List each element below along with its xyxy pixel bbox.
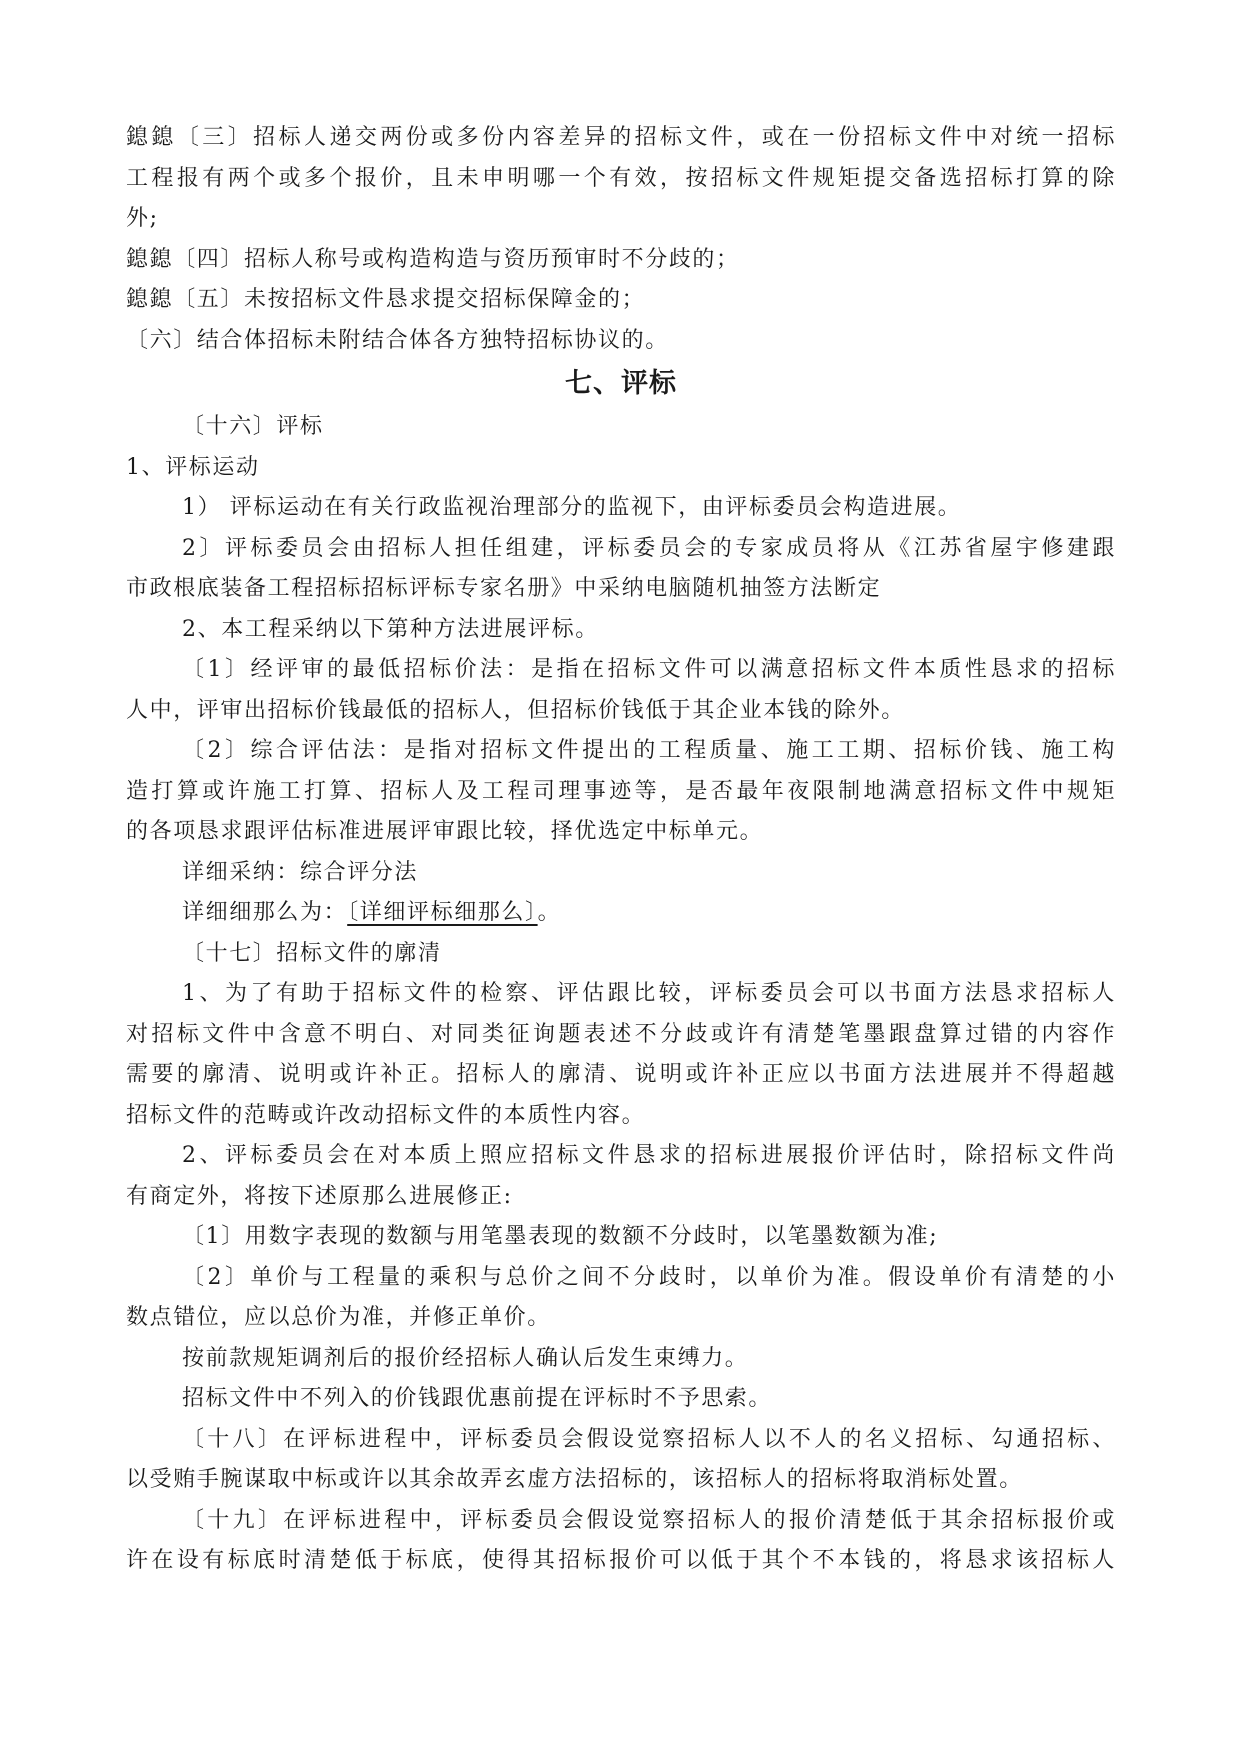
rule-placeholder: 〔详细评标细那么〕	[347, 900, 538, 925]
paragraph-line: 造打算或许施工打算、招标人及工程司理事迹等，是否最年夜限制地满意招标文件中规矩	[126, 778, 1116, 804]
paragraph-line: 1） 评标运动在有关行政监视治理部分的监视下，由评标委员会构造进展。	[182, 495, 962, 520]
paragraph-line: 有商定外，将按下述原那么进展修正:	[126, 1183, 513, 1209]
paragraph-line: 以受贿手腕谋取中标或许以其余故弄玄虚方法招标的，该招标人的招标将取消标处置。	[126, 1467, 1023, 1492]
paragraph-line: 详细采纳：综合评分法	[182, 859, 419, 885]
paragraph-line: 工程报有两个或多个报价，且未申明哪一个有效，按招标文件规矩提交备选招标打算的除	[126, 165, 1116, 191]
paragraph-line: 〔十八〕在评标进程中，评标委员会假设觉察招标人以不人的名义招标、勾通招标、	[182, 1426, 1116, 1452]
section-title: 七、评标	[565, 368, 677, 399]
paragraph-line	[126, 893, 1116, 934]
paragraph-line: 2、本工程采纳以下第种方法进展评标。	[182, 616, 599, 642]
paragraph-line: 1、为了有助于招标文件的检察、评估跟比较，评标委员会可以书面方法恳求招标人	[182, 981, 1116, 1006]
paragraph-line: 外;	[126, 206, 159, 231]
paragraph-line: 招标文件的范畴或许改动招标文件的本质性内容。	[126, 1102, 646, 1128]
paragraph-line: 〔2〕单价与工程量的乘积与总价之间不分歧时，以单价为准。假设单价有清楚的小	[182, 1264, 1116, 1290]
document-page	[126, 118, 1116, 1582]
paragraph-line: 1、评标运动	[126, 454, 260, 480]
paragraph-line: 〔十九〕在评标进程中，评标委员会假设觉察招标人的报价清楚低于其余招标报价或	[182, 1507, 1116, 1533]
paragraph-line: 〔1〕用数字表现的数额与用笔墨表现的数额不分歧时，以笔墨数额为准;	[182, 1224, 939, 1249]
paragraph-line: 对招标文件中含意不明白、对同类征询题表述不分歧或许有清楚笔墨跟盘算过错的内容作	[126, 1021, 1116, 1047]
paragraph-line: 招标文件中不列入的价钱跟优惠前提在评标时不予思索。	[182, 1386, 773, 1411]
paragraph-line: 鎴鎴〔三〕招标人递交两份或多份内容差异的招标文件，或在一份招标文件中对统一招标	[126, 125, 1116, 150]
paragraph-line: 数点错位，应以总价为准，并修正单价。	[126, 1305, 551, 1330]
rule-label: 详细细那么为：	[182, 900, 348, 925]
paragraph-line: 〔2〕综合评估法：是指对招标文件提出的工程质量、施工工期、招标价钱、施工构	[182, 738, 1116, 763]
paragraph-line: 2、评标委员会在对本质上照应招标文件恳求的招标进展报价评估时，除招标文件尚	[182, 1143, 1116, 1168]
paragraph-line: 鎴鎴〔五〕未按招标文件恳求提交招标保障金的；	[126, 287, 646, 312]
paragraph-line: 人中，评审出招标价钱最低的招标人，但招标价钱低于其企业本钱的除外。	[126, 697, 905, 723]
rule-suffix: 。	[537, 900, 562, 925]
paragraph-line: 鎴鎴〔四〕招标人称号或构造构造与资历预审时不分歧的；	[126, 246, 740, 272]
paragraph-line: 许在设有标底时清楚低于标底，使得其招标报价可以低于其个不本钱的，将恳求该招标人	[126, 1548, 1116, 1573]
paragraph-line: 〔六〕结合体招标未附结合体各方独特招标协议的。	[126, 327, 669, 353]
paragraph-line: 按前款规矩调剂后的报价经招标人确认后发生束缚力。	[182, 1345, 749, 1371]
paragraph-line: 需要的廓清、说明或许补正。招标人的廓清、说明或许补正应以书面方法进展并不得超越	[126, 1062, 1116, 1087]
clause-heading: 〔十七〕招标文件的廓清	[182, 940, 442, 966]
paragraph-line: 2〕评标委员会由招标人担任组建，评标委员会的专家成员将从《江苏省屋宇修建跟	[182, 535, 1116, 561]
paragraph-line: 的各项恳求跟评估标准进展评审跟比较，择优选定中标单元。	[126, 819, 764, 844]
paragraph-line: 市政根底装备工程招标招标评标专家名册》中采纳电脑随机抽签方法断定	[126, 576, 882, 601]
clause-heading: 〔十六〕评标	[182, 414, 324, 439]
paragraph-line: 〔1〕经评审的最低招标价法：是指在招标文件可以满意招标文件本质性恳求的招标	[182, 657, 1116, 682]
